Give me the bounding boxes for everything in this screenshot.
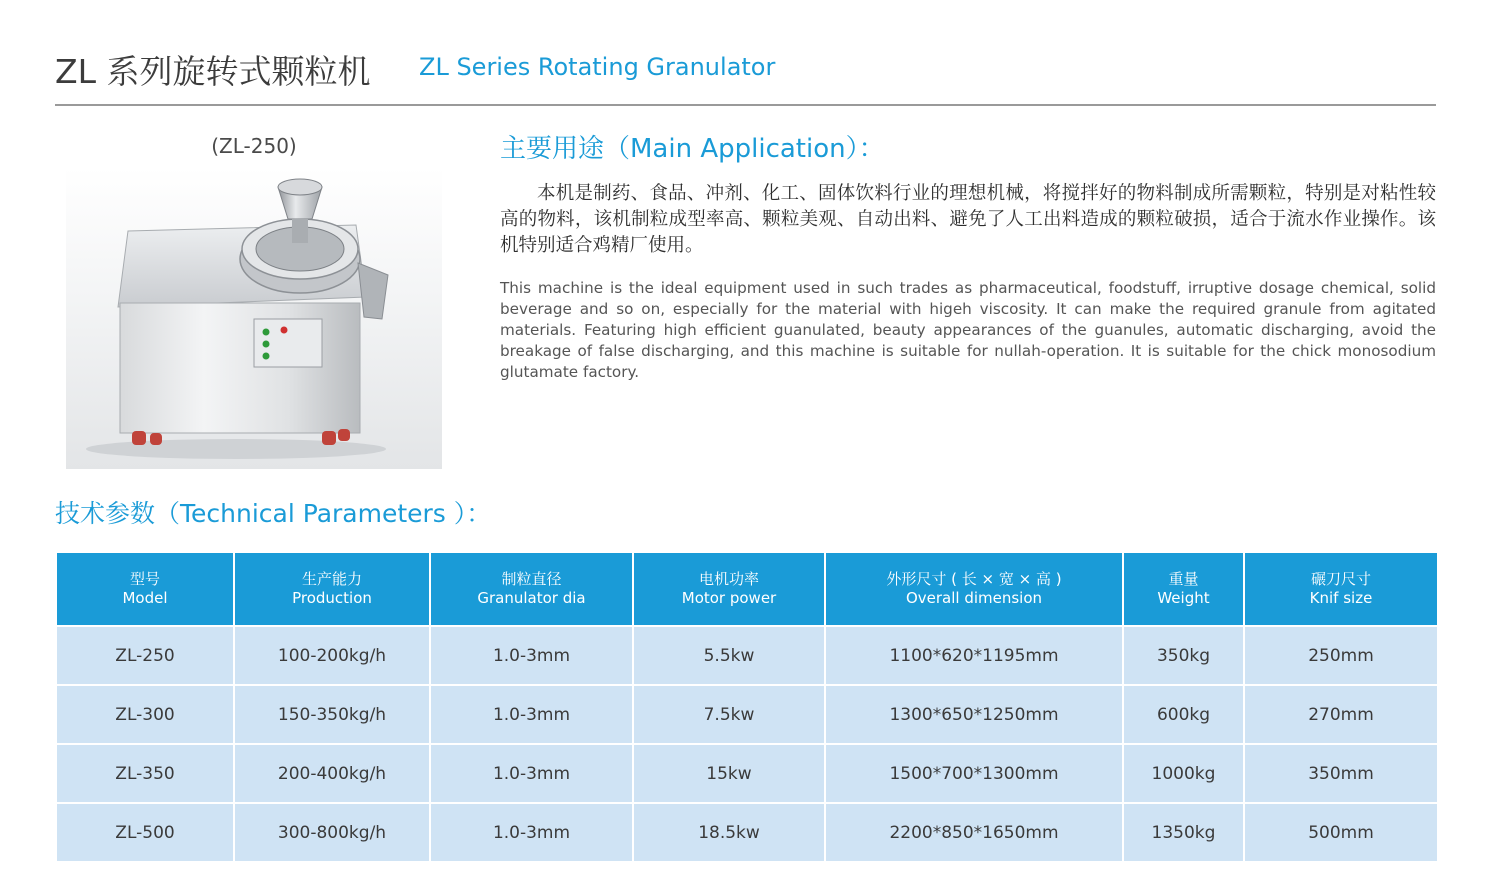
table-cell: 100-200kg/h: [234, 626, 430, 685]
table-cell: 5.5kw: [633, 626, 825, 685]
table-cell: 7.5kw: [633, 685, 825, 744]
table-row: [56, 626, 1438, 685]
page-title-en: ZL Series Rotating Granulator: [419, 53, 776, 81]
table-cell: 1.0-3mm: [430, 626, 633, 685]
table-cell: 1000kg: [1123, 744, 1244, 803]
table-cell: 1.0-3mm: [430, 744, 633, 803]
table-cell: 600kg: [1123, 685, 1244, 744]
table-cell: ZL-350: [56, 744, 234, 803]
table-cell: 350mm: [1244, 744, 1438, 803]
table-cell: 1300*650*1250mm: [825, 685, 1123, 744]
table-cell: 1350kg: [1123, 803, 1244, 862]
product-photo: [66, 167, 442, 469]
tech-params-heading: 技术参数（Technical Parameters ）：: [55, 499, 492, 528]
table-row: [56, 744, 1438, 803]
table-row: [56, 685, 1438, 744]
table-cell: 150-350kg/h: [234, 685, 430, 744]
table-cell: 500mm: [1244, 803, 1438, 862]
application-text-cn: 本机是制药、食品、冲剂、化工、固体饮料行业的理想机械，将搅拌好的物料制成所需颗粒，特别是对粘性较高的物料，该机制粒成型率高、颗粒美观、自动出料、避免了人工出料造成的颗粒破损，适合于流水作业操作。该机特别适合鸡精厂使用。: [500, 183, 1436, 256]
application-heading: 主要用途（Main Application）：: [500, 134, 885, 164]
table-cell: ZL-250: [56, 626, 234, 685]
table-cell: 1.0-3mm: [430, 803, 633, 862]
table-cell: 300-800kg/h: [234, 803, 430, 862]
table-cell: 18.5kw: [633, 803, 825, 862]
table-cell: 1100*620*1195mm: [825, 626, 1123, 685]
page-title-cn: ZL 系列旋转式颗粒机: [55, 52, 371, 91]
table-cell: 2200*850*1650mm: [825, 803, 1123, 862]
table-cell: 200-400kg/h: [234, 744, 430, 803]
application-text-en: This machine is the ideal equipment used in such trades as pharmaceutical, foodstuff, irruptive dosage chemical, solid beverage and so on, especially for the material with higeh viscosity. It can make the required granule from agitated materials. Featuring high efficient guanulated, beauty appearances of the guanules, automatic discharging, avoid the breakage of false discharging, and this machine is suitable for nullah-operation. It is suitable for the chick monosodium glutamate factory.: [500, 279, 1436, 381]
table-row: [56, 803, 1438, 862]
table-cell: 270mm: [1244, 685, 1438, 744]
table-cell: 15kw: [633, 744, 825, 803]
tech-params-table: [55, 551, 1439, 863]
product-model-label: (ZL-250): [211, 134, 297, 158]
col-header-production: 生产能力 Production: [234, 552, 430, 626]
table-cell: 250mm: [1244, 626, 1438, 685]
table-header-row: [56, 552, 1438, 626]
granulator-machine-photo: [66, 167, 442, 469]
page-header: [55, 40, 1436, 106]
table-cell: 1500*700*1300mm: [825, 744, 1123, 803]
table-cell: 1.0-3mm: [430, 685, 633, 744]
col-header-weight: 重量 Weight: [1123, 552, 1244, 626]
table-cell: ZL-300: [56, 685, 234, 744]
col-header-overall-dimension: 外形尺寸 ( 长 × 宽 × 高 ) Overall dimension: [825, 552, 1123, 626]
table-cell: 350kg: [1123, 626, 1244, 685]
col-header-granulator-dia: 制粒直径 Granulator dia: [430, 552, 633, 626]
table-cell: ZL-500: [56, 803, 234, 862]
col-header-model: 型号 Model: [56, 552, 234, 626]
col-header-motor-power: 电机功率 Motor power: [633, 552, 825, 626]
col-header-knif-size: 碾刀尺寸 Knif size: [1244, 552, 1438, 626]
